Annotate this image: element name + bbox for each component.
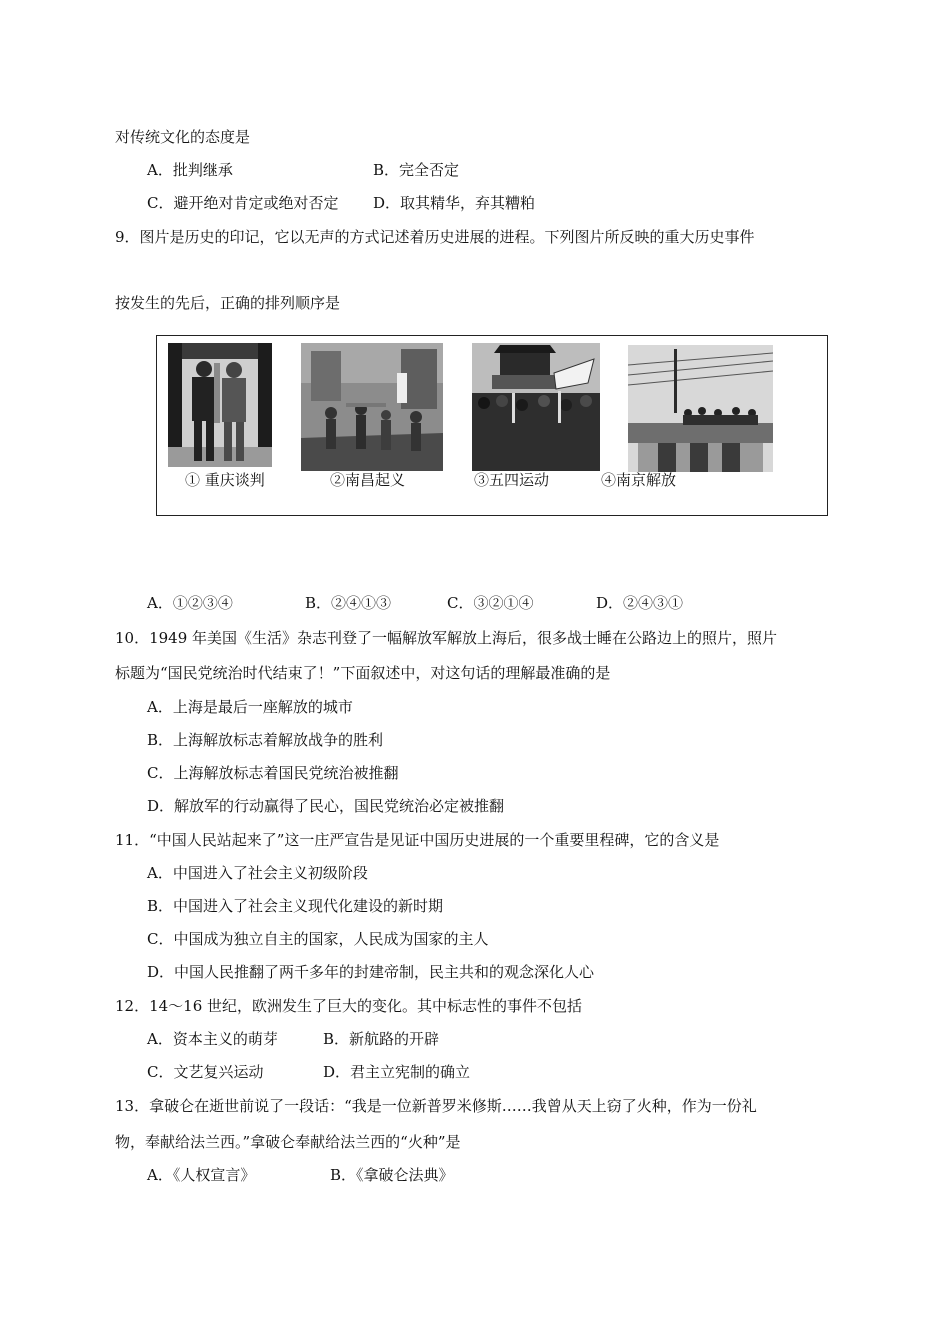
photo-chongqing-negotiation	[168, 343, 272, 467]
caption-3: ③五四运动	[474, 471, 550, 489]
q9-option-b: B．②④①③	[305, 594, 392, 612]
q11-option-c: C．中国成为独立自主的国家，人民成为国家的主人	[147, 930, 489, 948]
q12-option-c: C．文艺复兴运动	[147, 1063, 264, 1081]
q9-option-c: C．③②①④	[447, 594, 534, 612]
q10-option-b: B．上海解放标志着解放战争的胜利	[147, 731, 384, 749]
q8-stem: 对传统文化的态度是	[115, 128, 251, 146]
q13-option-b: B．《拿破仑法典》	[330, 1166, 454, 1184]
q8-option-b: B．完全否定	[373, 161, 460, 179]
q12-option-b: B．新航路的开辟	[323, 1030, 440, 1048]
q10-option-c: C．上海解放标志着国民党统治被推翻	[147, 764, 399, 782]
q8-option-d: D．取其精华，弃其糟粕	[373, 194, 536, 212]
q9-stem-line1: 9．图片是历史的印记，它以无声的方式记述着历史进展的进程。下列图片所反映的重大历史事件	[115, 228, 755, 246]
q11-stem: 11．“中国人民站起来了”这一庄严宣告是见证中国历史进展的一个重要里程碑，它的含义是	[115, 831, 720, 849]
q10-stem-line1: 10．1949 年美国《生活》杂志刊登了一幅解放军解放上海后，很多战士睡在公路边上的照片，照片	[115, 629, 778, 647]
q13-stem-line1: 13．拿破仑在逝世前说了一段话：“我是一位新普罗米修斯……我曾从天上窃了火种，作为一份礼	[115, 1097, 757, 1115]
q9-option-d: D．②④③①	[596, 594, 684, 612]
photo-nanchang-uprising	[301, 343, 443, 471]
q13-stem-line2: 物，奉献给法兰西。”拿破仑奉献给法兰西的“火种”是	[115, 1133, 461, 1151]
q9-stem-line2: 按发生的先后，正确的排列顺序是	[115, 294, 341, 312]
q12-option-a: A．资本主义的萌芽	[147, 1030, 278, 1048]
q12-stem: 12．14～16 世纪，欧洲发生了巨大的变化。其中标志性的事件不包括	[115, 997, 583, 1015]
q8-option-a: A．批判继承	[147, 161, 233, 179]
q10-stem-line2: 标题为“国民党统治时代结束了！”下面叙述中，对这句话的理解最准确的是	[115, 664, 611, 682]
q8-option-c: C．避开绝对肯定或绝对否定	[147, 194, 339, 212]
q10-option-d: D．解放军的行动赢得了民心，国民党统治必定被推翻	[147, 797, 505, 815]
q11-option-a: A．中国进入了社会主义初级阶段	[147, 864, 368, 882]
q13-option-a: A．《人权宣言》	[147, 1166, 256, 1184]
caption-2: ②南昌起义	[330, 471, 406, 489]
caption-4: ④南京解放	[601, 471, 677, 489]
q10-option-a: A．上海是最后一座解放的城市	[147, 698, 353, 716]
q11-option-d: D．中国人民推翻了两千多年的封建帝制，民主共和的观念深化人心	[147, 963, 595, 981]
caption-1: ① 重庆谈判	[185, 471, 265, 489]
q11-option-b: B．中国进入了社会主义现代化建设的新时期	[147, 897, 444, 915]
photo-may-fourth-movement	[472, 343, 600, 471]
photo-nanjing-liberation	[628, 345, 773, 472]
q12-option-d: D．君主立宪制的确立	[323, 1063, 471, 1081]
q9-option-a: A．①②③④	[147, 594, 233, 612]
